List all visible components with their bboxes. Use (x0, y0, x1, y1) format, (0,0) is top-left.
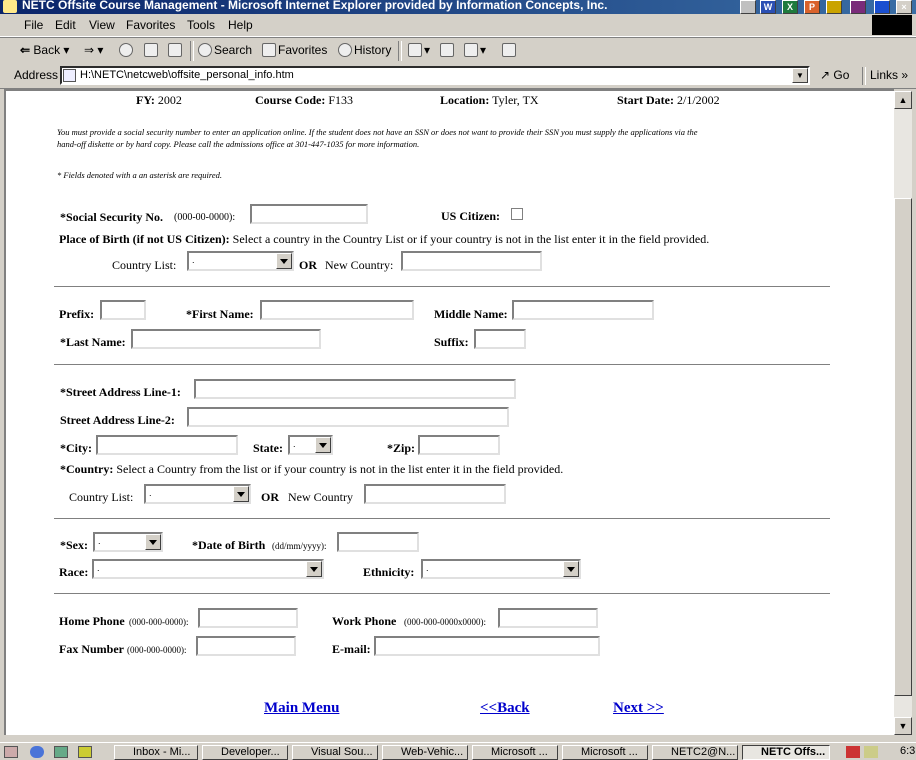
race-label: Race: (59, 565, 89, 579)
place-of-birth (59, 232, 709, 247)
favorites-label: Favorites (278, 43, 328, 57)
ethnicity-label: Ethnicity: (363, 565, 415, 579)
favorites-button[interactable] (262, 43, 327, 57)
ssn-hint: (000-00-0000): (174, 212, 236, 223)
taskbar-item[interactable]: Developer... (202, 745, 288, 760)
new-country2-input[interactable] (364, 484, 506, 504)
ssn-input[interactable] (250, 204, 368, 224)
ssn-note-line1: You must provide a social security number to enter an application online. If the student does not have an SSN or does not want to provide their SSN you must supply the applications via the (57, 127, 698, 137)
outlook-quicklaunch-icon[interactable] (78, 746, 92, 758)
sex-label: *Sex: (60, 538, 88, 552)
work-phone-hint: (000-000-0000x0000): (404, 617, 486, 627)
country-label: *Country: (60, 462, 114, 476)
volume-icon[interactable] (864, 746, 878, 758)
mail-button[interactable]: ▾ (408, 43, 430, 57)
menu-edit[interactable]: Edit (55, 18, 76, 32)
desktop-icon[interactable] (54, 746, 68, 758)
work-phone-label: Work Phone (332, 614, 397, 628)
chevron-down-icon (276, 253, 292, 269)
page-content (4, 89, 894, 735)
windows-logo-icon (872, 15, 912, 35)
us-citizen-checkbox[interactable] (511, 208, 523, 220)
ie-quicklaunch-icon[interactable] (30, 746, 44, 758)
scroll-up-icon[interactable]: ▲ (894, 91, 912, 109)
stop-icon (119, 43, 133, 57)
window-title: NETC Offsite Course Management - Microsoft Internet Explorer provided by Information Concepts, Inc. (22, 0, 608, 12)
country-list2-select[interactable] (144, 484, 251, 504)
stop-button[interactable] (119, 43, 135, 57)
state-select[interactable] (288, 435, 333, 455)
fy-field (136, 93, 182, 108)
fax-label: Fax Number (59, 642, 124, 656)
sex-select[interactable] (93, 532, 163, 552)
country-text: Select a Country from the list or if your country is not in the list enter it in the field provided. (116, 462, 564, 476)
address-label: Address (14, 68, 59, 82)
scroll-thumb[interactable] (894, 198, 912, 696)
chevron-down-icon (563, 561, 579, 577)
go-button[interactable] (820, 68, 849, 82)
required-note: * Fields denoted with a an asterisk are required. (57, 170, 223, 180)
search-button[interactable] (198, 43, 252, 57)
country-list2-value: . (149, 488, 152, 498)
zip-input[interactable] (418, 435, 500, 455)
forward-button[interactable]: ⇒ ▾ (84, 43, 104, 57)
home-phone-input[interactable] (198, 608, 298, 628)
office-shortcut-icon[interactable] (740, 0, 756, 14)
ie-icon (3, 0, 17, 13)
menu-help[interactable]: Help (228, 18, 253, 32)
back-label: Back (33, 43, 61, 57)
home-phone-label: Home Phone (59, 614, 125, 628)
page-icon (63, 69, 76, 82)
powerpoint-icon[interactable]: P (804, 0, 820, 14)
email-input[interactable] (374, 636, 600, 656)
chevron-down-icon (306, 561, 322, 577)
outlook-icon[interactable] (826, 0, 842, 14)
middle-name-input[interactable] (512, 300, 654, 320)
toolbar (0, 37, 916, 66)
race-value: . (97, 563, 100, 573)
new-country2-label: New Country (288, 490, 353, 504)
pob-label: Place of Birth (if not US Citizen): (59, 232, 230, 246)
suffix-input[interactable] (474, 329, 526, 349)
taskbar-item[interactable]: Microsoft ... (562, 745, 648, 760)
street1-input[interactable] (194, 379, 516, 399)
ssn-label: *Social Security No. (60, 210, 163, 224)
excel-icon[interactable]: X (782, 0, 798, 14)
mail-icon (408, 43, 422, 57)
city-label: *City: (60, 441, 92, 455)
menu-tools[interactable]: Tools (187, 18, 216, 32)
prefix-input[interactable] (100, 300, 146, 320)
country-list2-label: Country List: (69, 490, 134, 504)
menu-favorites[interactable]: Favorites (126, 18, 176, 32)
address-input[interactable] (60, 66, 810, 85)
home-button[interactable] (168, 43, 184, 57)
tray-icon[interactable] (846, 746, 860, 758)
course-code-label: Course Code: (255, 93, 326, 107)
main-menu-link[interactable]: Main Menu (264, 700, 340, 716)
favorites-icon (262, 43, 276, 57)
history-icon (338, 43, 352, 57)
title-bar (0, 0, 916, 14)
location-value: Tyler, TX (492, 93, 539, 107)
suffix-label: Suffix: (434, 335, 469, 349)
first-name-label: *First Name: (186, 307, 254, 321)
taskbar-item[interactable]: Web-Vehic... (382, 745, 468, 760)
print-icon (440, 43, 454, 57)
location-field (440, 93, 539, 108)
taskbar (0, 742, 916, 760)
state-value: . (293, 439, 296, 449)
chevron-down-icon (145, 534, 161, 550)
fy-value: 2002 (157, 93, 182, 107)
city-input[interactable] (96, 435, 238, 455)
ethnicity-value: . (426, 563, 429, 573)
address-url: H:\NETC\netcweb\offsite_personal_info.htm (80, 69, 294, 81)
ssn-note-line2: hand-off diskette or by hard copy. Please call the admissions office at 301-447-1035 for more information. (57, 139, 420, 149)
back-arrow-icon: ⇐ (20, 43, 31, 57)
country-list-value: . (192, 255, 195, 265)
edit-icon (464, 43, 478, 57)
location-label: Location: (440, 93, 490, 107)
pob-text: Select a country in the Country List or if your country is not in the list enter it in the field provided. (232, 232, 710, 246)
first-name-input[interactable] (260, 300, 414, 320)
next-link[interactable]: Next >> (613, 700, 664, 716)
clock: 6:3 (900, 745, 916, 757)
quicklaunch-icon[interactable] (4, 746, 18, 758)
go-label: Go (833, 68, 850, 82)
start-date-value: 2/1/2002 (676, 93, 720, 107)
zip-label: *Zip: (387, 441, 416, 455)
address-dropdown-icon[interactable]: ▼ (792, 68, 808, 83)
back-button[interactable]: ⇐ Back ▾ (20, 43, 70, 57)
taskbar-item[interactable]: NETC2@N... (652, 745, 738, 760)
divider (54, 364, 830, 366)
fax-hint: (000-000-0000): (127, 645, 187, 655)
access-icon[interactable] (850, 0, 866, 14)
course-code-field (255, 93, 353, 108)
email-label: E-mail: (332, 642, 371, 656)
refresh-icon (144, 43, 158, 57)
menu-bar (0, 14, 916, 37)
divider (54, 286, 830, 288)
dob-label: *Date of Birth (192, 538, 266, 552)
work-phone-input[interactable] (498, 608, 598, 628)
discuss-icon (502, 43, 516, 57)
go-arrow-icon: ↗ (820, 68, 831, 82)
street2-label: Street Address Line-2: (60, 413, 175, 427)
taskbar-item-active[interactable]: NETC Offs... (742, 745, 830, 760)
chevron-down-icon (233, 486, 249, 502)
last-name-input[interactable] (131, 329, 321, 349)
links-button[interactable]: Links » (870, 68, 909, 82)
scroll-down-icon[interactable]: ▼ (894, 717, 912, 735)
history-button[interactable] (338, 43, 391, 57)
discuss-button[interactable] (502, 43, 518, 57)
taskbar-item[interactable]: Inbox - Mi... (114, 745, 198, 760)
ethnicity-select[interactable] (421, 559, 581, 579)
prefix-label: Prefix: (59, 307, 95, 321)
or2-label: OR (261, 490, 279, 504)
forward-arrow-icon: ⇒ (84, 43, 95, 57)
last-name-label: *Last Name: (60, 335, 126, 349)
country-list-select[interactable] (187, 251, 294, 271)
vertical-scrollbar[interactable] (894, 91, 912, 735)
dob-hint: (dd/mm/yyyy): (272, 541, 327, 551)
course-code-value: F133 (328, 93, 354, 107)
search-icon (198, 43, 212, 57)
country-list-label: Country List: (112, 258, 177, 272)
divider (54, 593, 830, 595)
start-date-label: Start Date: (617, 93, 674, 107)
menu-view[interactable]: View (89, 18, 115, 32)
start-date-field (617, 93, 720, 108)
edit-button[interactable]: ▾ (464, 43, 486, 57)
or-label: OR (299, 258, 317, 272)
taskbar-item[interactable]: Microsoft ... (472, 745, 558, 760)
print-button[interactable] (440, 43, 456, 57)
dob-input[interactable] (337, 532, 419, 552)
address-bar (0, 65, 916, 89)
fy-label: FY: (136, 93, 155, 107)
sex-value: . (98, 536, 101, 546)
menu-file[interactable]: File (24, 18, 44, 32)
home-icon (168, 43, 182, 57)
us-citizen-label: US Citizen: (441, 209, 500, 223)
middle-name-label: Middle Name: (434, 307, 508, 321)
taskbar-item[interactable]: Visual Sou... (292, 745, 378, 760)
history-label: History (354, 43, 392, 57)
race-select[interactable] (92, 559, 324, 579)
back-link[interactable]: <<Back (480, 700, 530, 716)
street1-label: *Street Address Line-1: (60, 385, 181, 399)
refresh-button[interactable] (144, 43, 160, 57)
new-country-label: New Country: (325, 258, 394, 272)
divider (54, 518, 830, 520)
close-icon[interactable]: × (896, 0, 912, 14)
messenger-icon[interactable] (874, 0, 890, 14)
search-label: Search (214, 43, 253, 57)
home-phone-hint: (000-000-0000): (129, 617, 189, 627)
fax-input[interactable] (196, 636, 296, 656)
street2-input[interactable] (187, 407, 509, 427)
country-instruction (60, 462, 563, 477)
word-icon[interactable]: W (760, 0, 776, 14)
links-label: Links (870, 68, 899, 82)
chevron-down-icon (315, 437, 331, 453)
new-country-input[interactable] (401, 251, 542, 271)
state-label: State: (253, 441, 283, 455)
